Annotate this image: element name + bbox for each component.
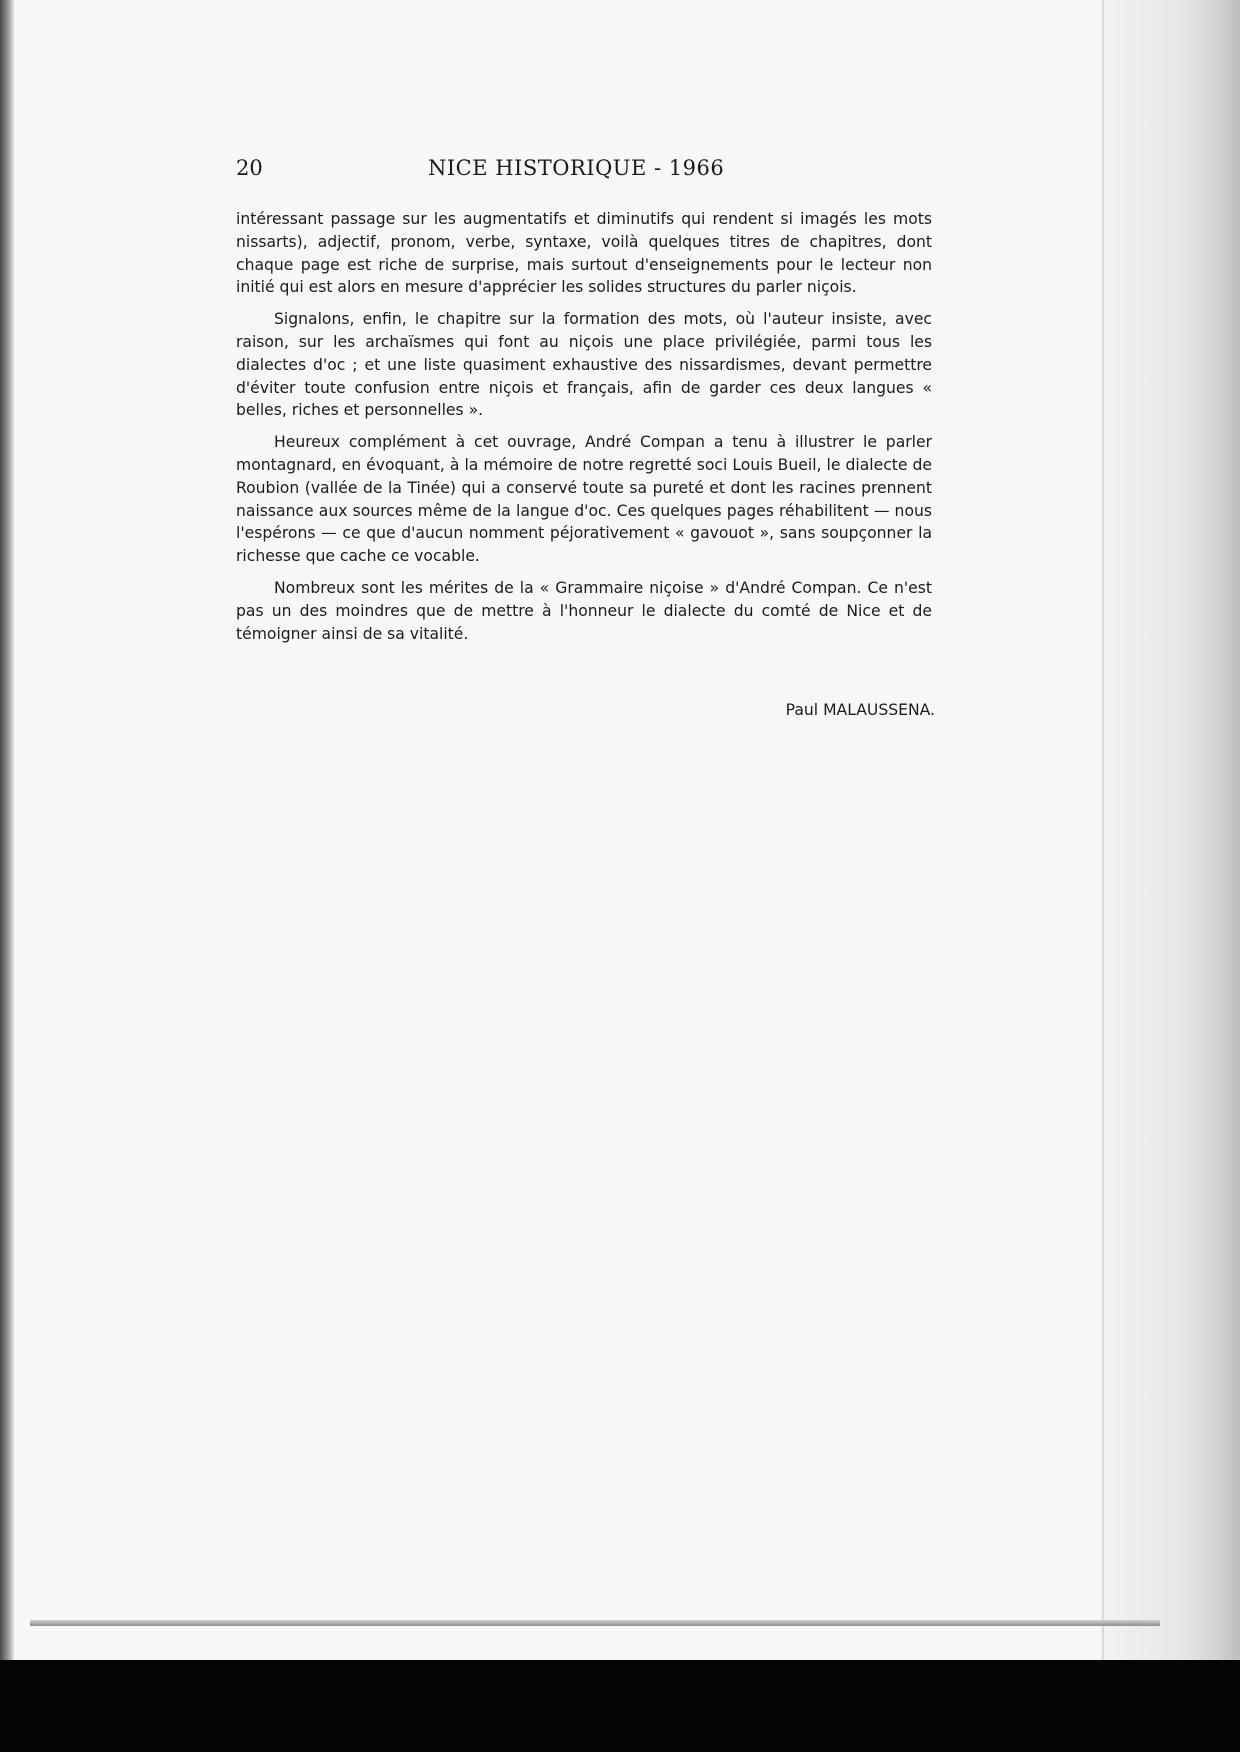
binding-edge <box>0 0 14 1660</box>
page-right-edge <box>1100 0 1240 1660</box>
journal-title: NICE HISTORIQUE - 1966 <box>428 156 725 180</box>
paragraph-4: Nombreux sont les mérites de la « Grammaire niçoise » d'André Compan. Ce n'est pas un des moindres que de mettre à l'honneur le dialecte du comté de Nice et de témoigner ainsi de sa vitalité. <box>236 578 932 643</box>
author-signature: Paul MALAUSSENA. <box>785 701 935 719</box>
page-number: 20 <box>236 156 263 180</box>
page-bottom-edge <box>30 1620 1160 1626</box>
scan-background-band <box>0 1660 1240 1752</box>
article-body <box>236 208 932 654</box>
paragraph-3: Heureux complément à cet ouvrage, André Compan a tenu à illustrer le parler montagnard, en évoquant, à la mémoire de notre regretté soci Louis Bueil, le dialecte de Roubion (vallée de la Tinée) qui a conservé toute sa pureté et dont les racines prennent naissance aux sources même de la langue d'oc. Ces quelques pages réhabilitent — nous l'espérons — ce que d'aucun nomment péjorativement « gavouot », sans soupçonner la richesse que cache ce vocable. <box>236 433 932 566</box>
paragraph-2: Signalons, enfin, le chapitre sur la formation des mots, où l'auteur insiste, avec raison, sur les archaïsmes qui font au niçois une place privilégiée, parmi tous les dialectes d'oc ; et une liste quasiment exhaustive des nissardismes, devant permettre d'éviter toute confusion entre niçois et français, afin de garder ces deux langues « belles, riches et personnelles ». <box>236 310 932 420</box>
page-fold-line <box>1102 0 1104 1660</box>
paragraph-1: intéressant passage sur les augmentatifs et diminutifs qui rendent si imagés les mots nissarts), adjectif, pronom, verbe, syntaxe, voilà quelques titres de chapitres, dont chaque page est riche de surprise, mais surtout d'enseignements pour le lecteur non initié qui est alors en mesure d'apprécier les solides structures du parler niçois. <box>236 210 932 297</box>
running-head <box>236 156 936 186</box>
